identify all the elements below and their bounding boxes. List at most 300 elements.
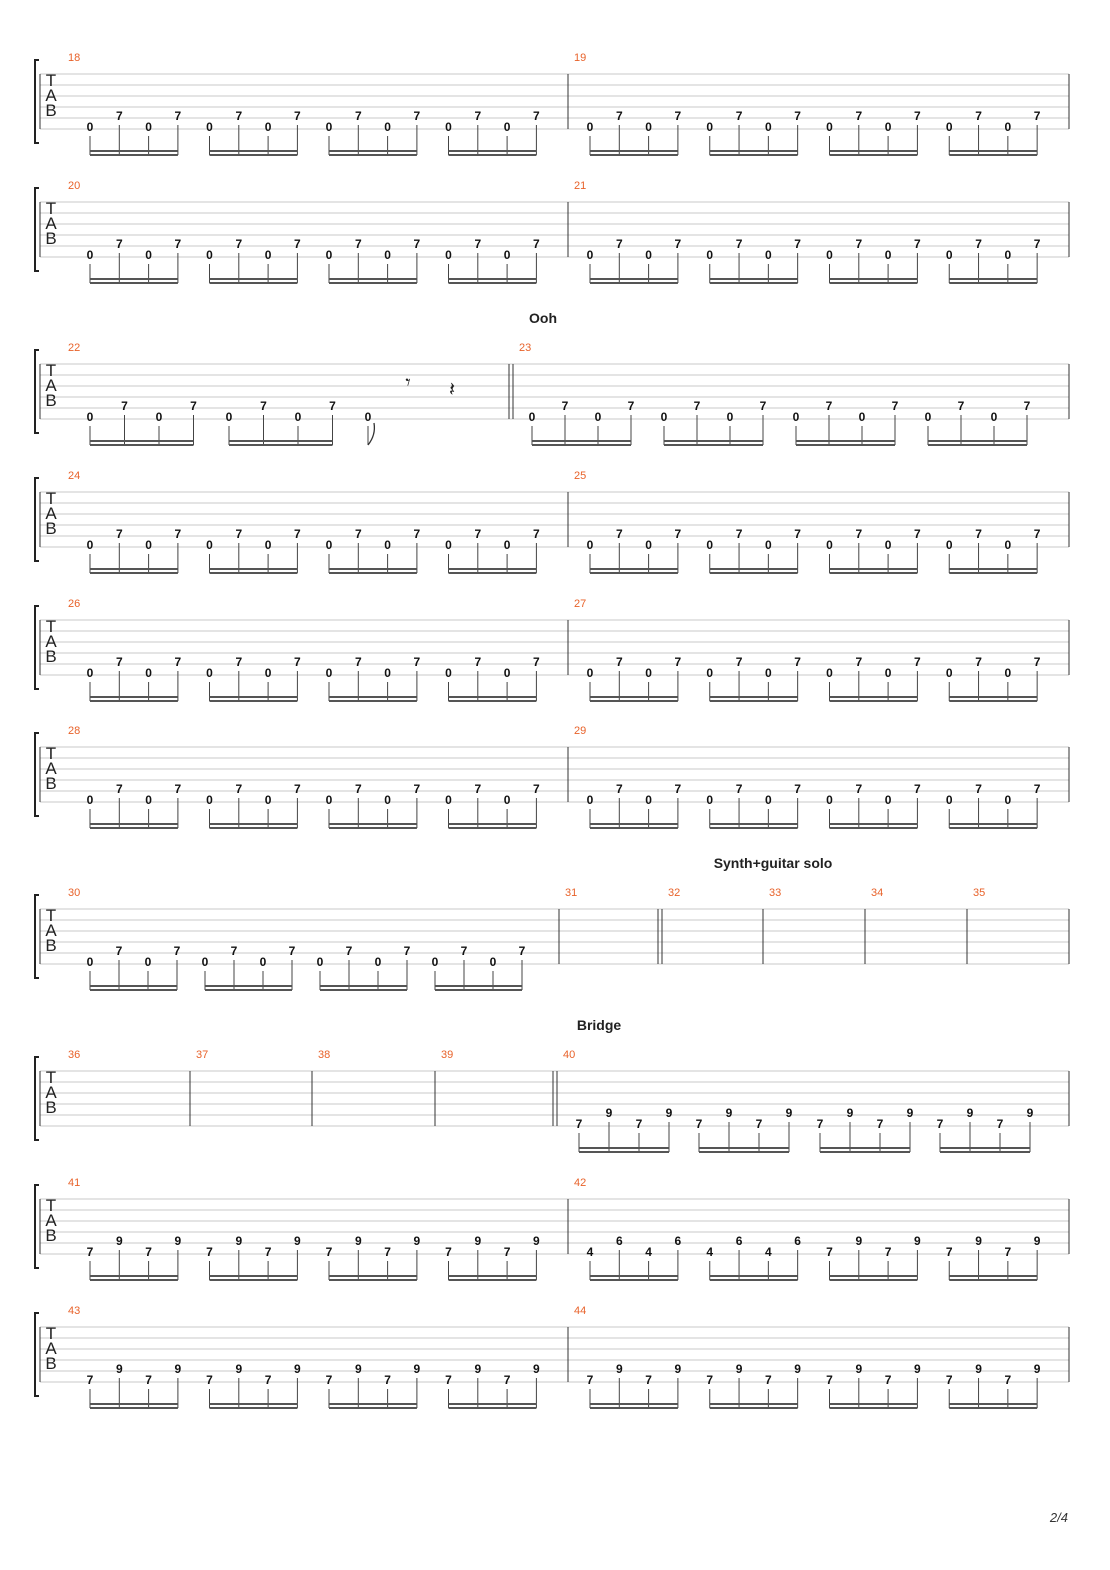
fret-number: 7	[174, 237, 182, 251]
fret-number: 7	[615, 527, 623, 541]
fret-number: 9	[533, 1362, 540, 1376]
fret-number: 7	[533, 527, 540, 541]
fret-number: 0	[86, 955, 94, 969]
fret-number: 7	[533, 782, 540, 796]
measure-number: 21	[574, 180, 587, 192]
fret-number: 7	[914, 782, 921, 796]
fret-number: 7	[855, 782, 863, 796]
tab-clef-letter: T	[45, 1324, 57, 1343]
fret-number: 0	[264, 666, 272, 680]
tab-clef-letter: T	[45, 199, 57, 218]
fret-number: 7	[403, 944, 411, 958]
fret-number: 0	[86, 538, 94, 552]
fret-number: 0	[884, 120, 892, 134]
fret-number: 0	[206, 120, 213, 134]
fret-number: 9	[846, 1106, 854, 1120]
tab-clef-letter: T	[45, 489, 57, 508]
fret-number: 7	[354, 527, 362, 541]
fret-number: 7	[121, 399, 128, 413]
fret-number: 7	[1033, 782, 1041, 796]
fret-number: 0	[325, 248, 333, 262]
fret-number: 7	[474, 109, 482, 123]
fret-number: 0	[384, 248, 391, 262]
section-label: Bridge	[576, 1017, 622, 1033]
fret-number: 7	[533, 237, 540, 251]
fret-number: 7	[884, 1373, 892, 1387]
fret-number: 6	[615, 1234, 623, 1248]
fret-number: 7	[1004, 1245, 1012, 1259]
fret-number: 7	[260, 399, 267, 413]
fret-number: 0	[645, 666, 652, 680]
fret-number: 7	[174, 782, 182, 796]
measure-number: 20	[68, 180, 81, 192]
fret-number: 0	[586, 120, 594, 134]
fret-number: 7	[235, 655, 243, 669]
tab-clef-letter: B	[45, 519, 57, 538]
fret-number: 7	[474, 237, 482, 251]
fret-number: 0	[1004, 538, 1012, 552]
fret-number: 0	[1004, 120, 1012, 134]
fret-number: 0	[145, 666, 152, 680]
fret-number: 7	[1033, 237, 1041, 251]
tab-clef-letter: A	[45, 632, 57, 651]
fret-number: 7	[518, 944, 526, 958]
fret-number: 7	[975, 109, 982, 123]
fret-number: 0	[945, 666, 953, 680]
tab-system	[35, 1017, 1069, 1152]
fret-number: 7	[825, 399, 833, 413]
fret-number: 4	[586, 1245, 594, 1259]
fret-number: 0	[225, 410, 233, 424]
fret-number: 7	[794, 655, 801, 669]
fret-number: 6	[674, 1234, 682, 1248]
fret-number: 7	[816, 1117, 824, 1131]
fret-number: 4	[645, 1245, 652, 1259]
measure-number: 30	[68, 887, 81, 899]
fret-number: 0	[1004, 666, 1012, 680]
fret-number: 7	[294, 237, 301, 251]
measure-number: 40	[563, 1049, 576, 1061]
fret-number: 7	[706, 1373, 714, 1387]
fret-number: 7	[975, 527, 982, 541]
measure-number: 41	[68, 1177, 81, 1189]
fret-number: 9	[413, 1362, 421, 1376]
fret-number: 0	[1004, 248, 1012, 262]
fret-number: 9	[966, 1106, 974, 1120]
fret-number: 7	[445, 1373, 452, 1387]
fret-number: 0	[706, 120, 714, 134]
fret-number: 0	[325, 120, 333, 134]
fret-number: 6	[735, 1234, 743, 1248]
fret-number: 0	[765, 538, 772, 552]
fret-number: 7	[914, 109, 921, 123]
fret-number: 7	[206, 1245, 213, 1259]
fret-number: 7	[460, 944, 468, 958]
fret-number: 0	[945, 538, 953, 552]
fret-number: 0	[259, 955, 267, 969]
system-bracket	[35, 1313, 39, 1396]
fret-number: 7	[384, 1373, 391, 1387]
fret-number: 7	[413, 527, 421, 541]
fret-number: 9	[1033, 1362, 1041, 1376]
fret-number: 0	[726, 410, 734, 424]
fret-number: 7	[957, 399, 965, 413]
fret-number: 0	[86, 120, 94, 134]
fret-number: 9	[794, 1362, 801, 1376]
fret-number: 7	[615, 782, 623, 796]
tab-clef-letter: B	[45, 391, 57, 410]
fret-number: 7	[354, 782, 362, 796]
fret-number: 7	[891, 399, 899, 413]
fret-number: 0	[206, 248, 213, 262]
fret-number: 7	[945, 1373, 953, 1387]
fret-number: 7	[174, 109, 182, 123]
fret-number: 7	[264, 1245, 272, 1259]
fret-number: 7	[474, 527, 482, 541]
fret-number: 0	[990, 410, 998, 424]
fret-number: 0	[645, 248, 652, 262]
fret-number: 9	[1026, 1106, 1034, 1120]
measure-number: 33	[769, 887, 782, 899]
fret-number: 9	[975, 1362, 982, 1376]
measure-number: 38	[318, 1049, 331, 1061]
tab-clef-letter: T	[45, 617, 57, 636]
fret-number: 7	[914, 527, 921, 541]
fret-number: 0	[201, 955, 209, 969]
tab-clef-letter: A	[45, 1339, 57, 1358]
fret-number: 7	[115, 655, 123, 669]
fret-number: 0	[145, 120, 152, 134]
fret-number: 7	[826, 1373, 833, 1387]
tab-clef-letter: B	[45, 936, 57, 955]
tab-clef-letter: B	[45, 229, 57, 248]
fret-number: 7	[627, 399, 635, 413]
fret-number: 7	[561, 399, 569, 413]
system-bracket	[35, 733, 39, 816]
fret-number: 7	[674, 782, 682, 796]
measure-number: 29	[574, 725, 587, 737]
fret-number: 7	[855, 655, 863, 669]
fret-number: 7	[503, 1373, 511, 1387]
fret-number: 7	[294, 655, 301, 669]
system-bracket	[35, 188, 39, 271]
measure-number: 22	[68, 342, 81, 354]
fret-number: 7	[735, 109, 743, 123]
fret-number: 9	[413, 1234, 421, 1248]
fret-number: 7	[674, 655, 682, 669]
measure-number: 27	[574, 598, 587, 610]
fret-number: 9	[294, 1234, 301, 1248]
tab-clef-letter: T	[45, 1196, 57, 1215]
fret-number: 7	[206, 1373, 213, 1387]
fret-number: 0	[765, 793, 772, 807]
fret-number: 7	[503, 1245, 511, 1259]
fret-number: 7	[674, 237, 682, 251]
section-label: Ooh	[529, 310, 557, 326]
tab-clef-letter: A	[45, 1083, 57, 1102]
measure-number: 18	[68, 52, 81, 64]
fret-number: 7	[794, 237, 801, 251]
fret-number: 0	[826, 120, 833, 134]
fret-number: 7	[413, 782, 421, 796]
fret-number: 7	[755, 1117, 763, 1131]
fret-number: 0	[445, 538, 452, 552]
system-bracket	[35, 60, 39, 143]
tab-system	[35, 310, 1069, 445]
fret-number: 7	[533, 655, 540, 669]
fret-number: 7	[174, 527, 182, 541]
fret-number: 7	[235, 527, 243, 541]
measure-number: 35	[973, 887, 986, 899]
fret-number: 0	[706, 248, 714, 262]
tab-clef-letter: A	[45, 759, 57, 778]
fret-number: 7	[384, 1245, 391, 1259]
system-bracket	[35, 606, 39, 689]
fret-number: 7	[235, 782, 243, 796]
fret-number: 7	[695, 1117, 703, 1131]
tab-clef-letter: A	[45, 504, 57, 523]
fret-number: 7	[173, 944, 181, 958]
fret-number: 9	[914, 1362, 921, 1376]
fret-number: 9	[174, 1362, 182, 1376]
fret-number: 0	[264, 793, 272, 807]
tab-clef-letter: T	[45, 744, 57, 763]
fret-number: 4	[765, 1245, 772, 1259]
fret-number: 7	[325, 1373, 333, 1387]
fret-number: 7	[86, 1373, 94, 1387]
fret-number: 0	[826, 538, 833, 552]
fret-number: 0	[144, 955, 152, 969]
fret-number: 7	[914, 655, 921, 669]
fret-number: 7	[615, 237, 623, 251]
fret-number: 9	[235, 1234, 243, 1248]
tab-clef-letter: A	[45, 376, 57, 395]
fret-number: 0	[586, 248, 594, 262]
fret-number: 7	[264, 1373, 272, 1387]
tab-clef-letter: T	[45, 1068, 57, 1087]
fret-number: 6	[794, 1234, 801, 1248]
fret-number: 0	[826, 666, 833, 680]
fret-number: 0	[445, 248, 452, 262]
fret-number: 7	[735, 782, 743, 796]
fret-number: 7	[354, 655, 362, 669]
fret-number: 7	[914, 237, 921, 251]
fret-number: 0	[445, 666, 452, 680]
fret-number: 0	[1004, 793, 1012, 807]
fret-number: 0	[884, 793, 892, 807]
fret-number: 7	[294, 527, 301, 541]
tab-clef-letter: B	[45, 101, 57, 120]
fret-number: 0	[374, 955, 382, 969]
fret-number: 9	[354, 1362, 362, 1376]
eighth-flag	[368, 423, 374, 445]
fret-number: 0	[264, 120, 272, 134]
fret-number: 0	[503, 538, 511, 552]
fret-number: 7	[826, 1245, 833, 1259]
fret-number: 7	[235, 237, 243, 251]
tab-system	[35, 180, 1069, 283]
fret-number: 9	[735, 1362, 743, 1376]
fret-number: 0	[645, 793, 652, 807]
fret-number: 0	[264, 538, 272, 552]
fret-number: 0	[325, 793, 333, 807]
fret-number: 0	[924, 410, 932, 424]
fret-number: 0	[316, 955, 324, 969]
measure-number: 39	[441, 1049, 454, 1061]
fret-number: 0	[325, 538, 333, 552]
fret-number: 7	[288, 944, 296, 958]
fret-number: 7	[855, 237, 863, 251]
measure-number: 42	[574, 1177, 587, 1189]
fret-number: 0	[945, 793, 953, 807]
fret-number: 9	[975, 1234, 982, 1248]
fret-number: 0	[155, 410, 163, 424]
fret-number: 7	[855, 527, 863, 541]
fret-number: 0	[503, 666, 511, 680]
system-bracket	[35, 1185, 39, 1268]
fret-number: 9	[725, 1106, 733, 1120]
page-number: 2/4	[1049, 1510, 1068, 1525]
fret-number: 7	[413, 655, 421, 669]
fret-number: 7	[735, 655, 743, 669]
fret-number: 7	[354, 109, 362, 123]
tab-clef-letter: A	[45, 921, 57, 940]
fret-number: 7	[145, 1373, 152, 1387]
eighth-rest-icon: 𝄾	[405, 372, 411, 394]
fret-number: 7	[765, 1373, 772, 1387]
tab-clef-letter: T	[45, 361, 57, 380]
fret-number: 0	[206, 666, 213, 680]
fret-number: 7	[474, 655, 482, 669]
fret-number: 7	[996, 1117, 1004, 1131]
measure-number: 23	[519, 342, 532, 354]
fret-number: 0	[706, 793, 714, 807]
fret-number: 9	[533, 1234, 540, 1248]
fret-number: 0	[503, 120, 511, 134]
fret-number: 7	[635, 1117, 643, 1131]
fret-number: 9	[674, 1362, 682, 1376]
fret-number: 7	[413, 109, 421, 123]
fret-number: 9	[615, 1362, 623, 1376]
tab-clef-letter: A	[45, 214, 57, 233]
tab-clef-letter: A	[45, 86, 57, 105]
measure-number: 34	[871, 887, 884, 899]
fret-number: 7	[115, 527, 123, 541]
fret-number: 9	[174, 1234, 182, 1248]
fret-number: 0	[945, 248, 953, 262]
fret-number: 7	[645, 1373, 652, 1387]
fret-number: 0	[294, 410, 302, 424]
tab-system	[35, 1177, 1069, 1280]
tab-clef-letter: B	[45, 774, 57, 793]
fret-number: 0	[884, 666, 892, 680]
fret-number: 7	[693, 399, 701, 413]
fret-number: 0	[660, 410, 668, 424]
fret-number: 7	[876, 1117, 884, 1131]
fret-number: 7	[145, 1245, 152, 1259]
measure-number: 43	[68, 1305, 81, 1317]
fret-number: 7	[674, 527, 682, 541]
measure-number: 37	[196, 1049, 209, 1061]
fret-number: 7	[975, 655, 982, 669]
fret-number: 7	[86, 1245, 94, 1259]
tab-clef-letter: B	[45, 1098, 57, 1117]
fret-number: 7	[345, 944, 353, 958]
fret-number: 7	[884, 1245, 892, 1259]
tab-system	[35, 52, 1069, 155]
fret-number: 9	[354, 1234, 362, 1248]
fret-number: 0	[445, 793, 452, 807]
fret-number: 0	[145, 538, 152, 552]
fret-number: 7	[945, 1245, 953, 1259]
fret-number: 0	[528, 410, 536, 424]
fret-number: 7	[759, 399, 767, 413]
fret-number: 0	[489, 955, 497, 969]
tab-system	[35, 855, 1069, 990]
fret-number: 7	[794, 109, 801, 123]
fret-number: 7	[115, 782, 123, 796]
tab-system	[35, 1305, 1069, 1408]
fret-number: 0	[706, 666, 714, 680]
fret-number: 0	[594, 410, 602, 424]
tab-system	[35, 725, 1069, 828]
system-bracket	[35, 478, 39, 561]
fret-number: 0	[145, 793, 152, 807]
fret-number: 0	[765, 120, 772, 134]
fret-number: 7	[230, 944, 238, 958]
fret-number: 4	[706, 1245, 714, 1259]
fret-number: 0	[431, 955, 439, 969]
measure-number: 44	[574, 1305, 587, 1317]
fret-number: 9	[914, 1234, 921, 1248]
system-bracket	[35, 1057, 39, 1140]
fret-number: 7	[115, 944, 123, 958]
fret-number: 7	[615, 109, 623, 123]
quarter-rest-icon: 𝄽	[448, 379, 456, 401]
measure-number: 26	[68, 598, 81, 610]
measure-number: 19	[574, 52, 587, 64]
fret-number: 7	[413, 237, 421, 251]
fret-number: 9	[294, 1362, 301, 1376]
fret-number: 7	[586, 1373, 594, 1387]
fret-number: 9	[115, 1234, 123, 1248]
fret-number: 0	[884, 538, 892, 552]
fret-number: 9	[785, 1106, 793, 1120]
fret-number: 0	[206, 538, 213, 552]
measure-number: 31	[565, 887, 578, 899]
fret-number: 0	[586, 538, 594, 552]
fret-number: 7	[235, 109, 243, 123]
fret-number: 7	[533, 109, 540, 123]
fret-number: 7	[575, 1117, 583, 1131]
measure-number: 25	[574, 470, 587, 482]
fret-number: 7	[325, 1245, 333, 1259]
fret-number: 0	[86, 410, 94, 424]
fret-number: 0	[264, 248, 272, 262]
fret-number: 0	[586, 793, 594, 807]
fret-number: 7	[329, 399, 336, 413]
fret-number: 0	[384, 793, 391, 807]
fret-number: 7	[855, 109, 863, 123]
fret-number: 0	[765, 248, 772, 262]
fret-number: 0	[86, 666, 94, 680]
fret-number: 0	[384, 120, 391, 134]
tab-clef-letter: B	[45, 1226, 57, 1245]
fret-number: 7	[936, 1117, 944, 1131]
tab-clef-letter: T	[45, 906, 57, 925]
fret-number: 7	[735, 527, 743, 541]
fret-number: 0	[884, 248, 892, 262]
